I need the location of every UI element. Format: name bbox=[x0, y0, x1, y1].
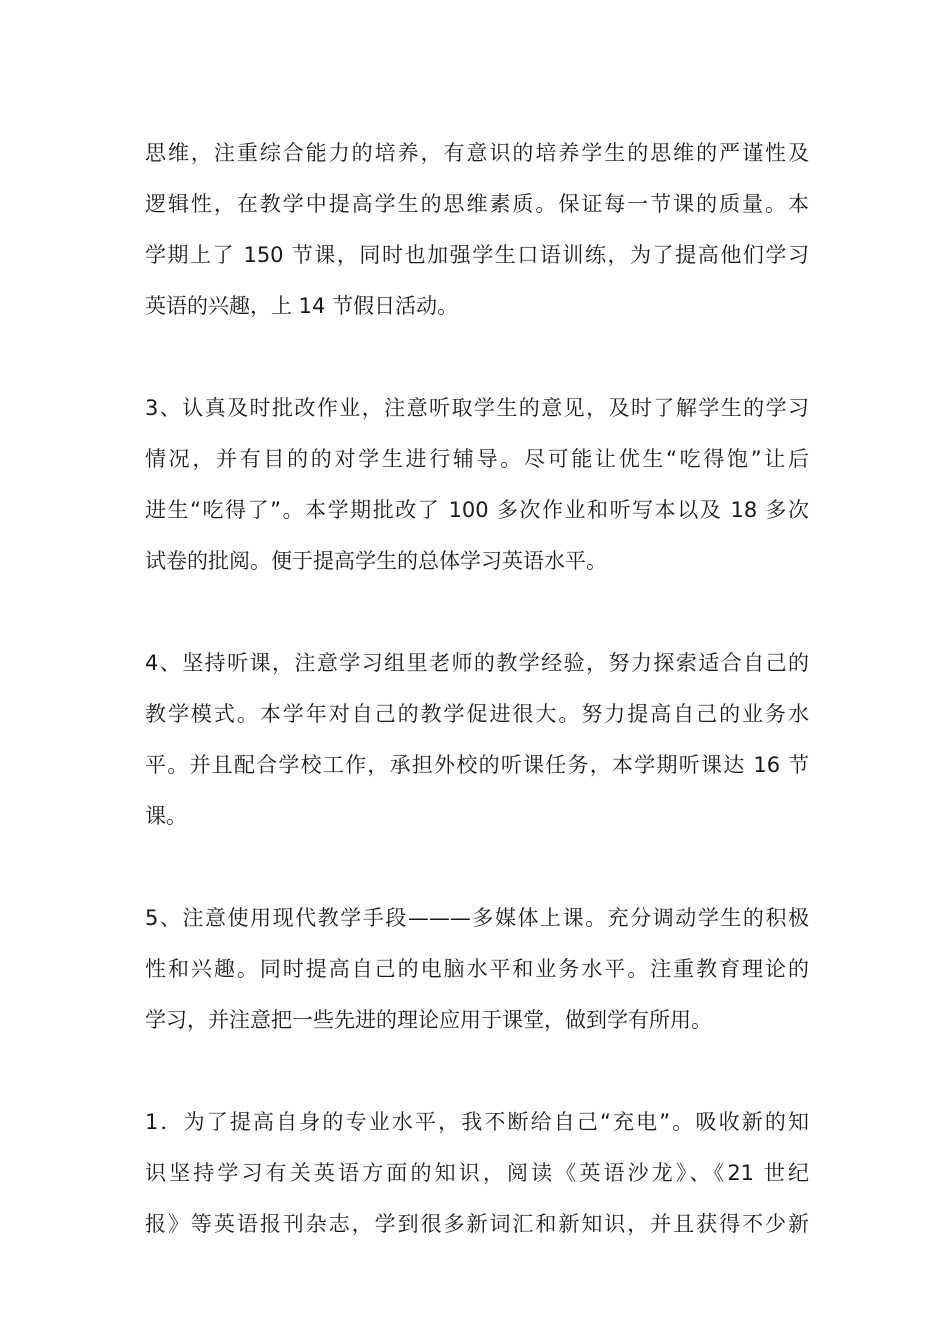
paragraph-thinking-quality bbox=[145, 128, 809, 332]
text-line: 试卷的批阅。便于提高学生的总体学习英语水平。 bbox=[145, 549, 607, 573]
paragraph-item-5-multimedia bbox=[145, 893, 809, 1046]
text-line: 教学模式。本学年对自己的教学促进很大。努力提高自己的业务水 bbox=[145, 702, 809, 726]
text-line: 学期上了 150 节课，同时也加强学生口语训练，为了提高他们学习 bbox=[145, 243, 809, 267]
text-line: 4、坚持听课，注意学习组里老师的教学经验，努力探索适合自己的 bbox=[145, 651, 809, 675]
text-line: 思维，注重综合能力的培养，有意识的培养学生的思维的严谨性及 bbox=[145, 141, 809, 165]
paragraph-item-3-homework bbox=[145, 383, 809, 587]
text-line: 1．为了提高自身的专业水平，我不断给自己“充电”。吸收新的知 bbox=[145, 1110, 809, 1134]
text-line: 学习，并注意把一些先进的理论应用于课堂，做到学有所用。 bbox=[145, 1008, 712, 1032]
paragraph-item-4-observation bbox=[145, 638, 809, 842]
text-line: 报》等英语报刊杂志，学到很多新词汇和新知识，并且获得不少新 bbox=[145, 1212, 809, 1236]
text-line: 识坚持学习有关英语方面的知识，阅读《英语沙龙》、《21 世纪 bbox=[145, 1161, 809, 1185]
text-line: 平。并且配合学校工作，承担外校的听课任务，本学期听课达 16 节 bbox=[145, 753, 809, 777]
text-line: 情况，并有目的的对学生进行辅导。尽可能让优生“吃得饱”让后 bbox=[145, 447, 809, 471]
text-line: 3、认真及时批改作业，注意听取学生的意见，及时了解学生的学习 bbox=[145, 396, 809, 420]
text-line: 进生“吃得了”。本学期批改了 100 多次作业和听写本以及 18 多次 bbox=[145, 498, 809, 522]
paragraph-item-1-professional bbox=[145, 1097, 809, 1250]
text-line: 5、注意使用现代教学手段———多媒体上课。充分调动学生的积极 bbox=[145, 906, 809, 930]
document-body bbox=[145, 128, 809, 1301]
text-line: 英语的兴趣，上 14 节假日活动。 bbox=[145, 294, 459, 318]
text-line: 课。 bbox=[145, 804, 187, 828]
text-line: 性和兴趣。同时提高自己的电脑水平和业务水平。注重教育理论的 bbox=[145, 957, 809, 981]
text-line: 逻辑性，在教学中提高学生的思维素质。保证每一节课的质量。本 bbox=[145, 192, 809, 216]
